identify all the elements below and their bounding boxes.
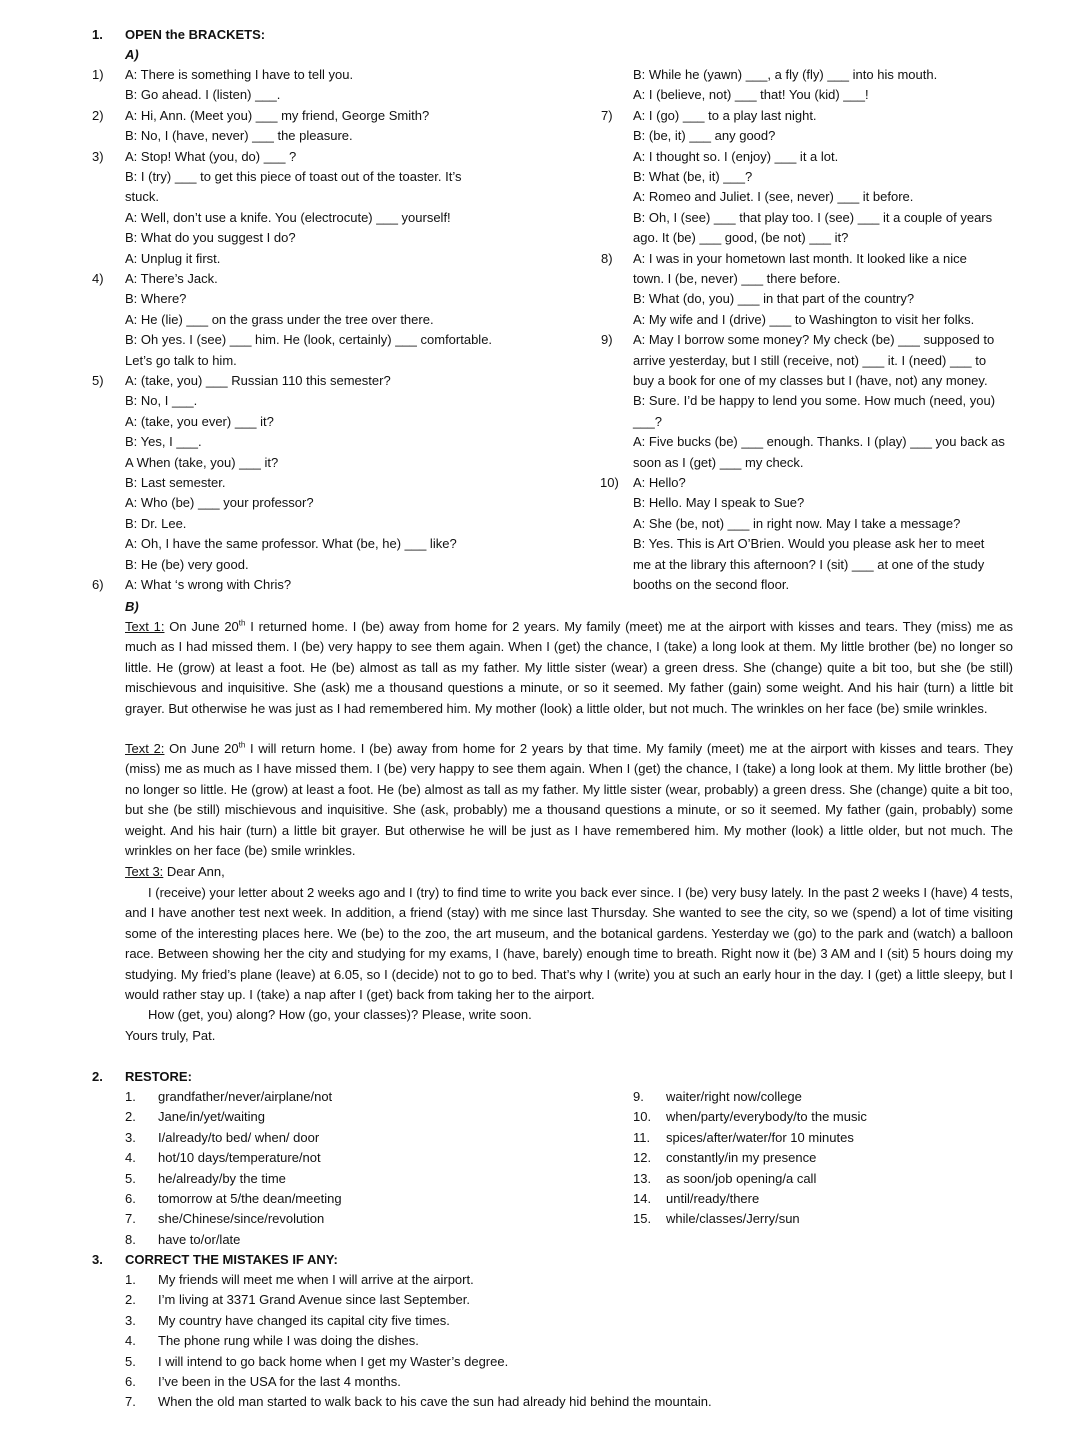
- restore-item-text: hot/10 days/temperature/not: [158, 1150, 321, 1166]
- text-2-body: I will return home. I (be) away from home for 2 years by that time. My family (meet) me at the airport with kisses and tears. They (miss) me as much as I have missed them. I (be) very happy to see them again. When I (get) the chance, I (take) a long look at them. My little brother (be) no longer so little. He (grow) at least a foot. He (be) almost as tall as my father. My little sister (wear, probably) a green dress. She (change) quite a bit too, but she (be still) mischievous and inquisitive. She (ask, probably) me a thousand questions a minute, or so it seemed. My father (gain, probably) some weight. And his hair (turn) a little bit grayer. But otherwise he will be just as I have remembered him. My mother (look) a little older, but not much. The wrinkles on her face (be) smile wrinkles.: [125, 741, 1013, 859]
- dialogue-line-text: A: He (lie) ___ on the grass under the tree over there.: [125, 311, 434, 327]
- section-2-title: RESTORE:: [125, 1069, 192, 1084]
- dialogue-line-number: 2): [92, 107, 104, 123]
- correction-item-number: 2.: [125, 1292, 136, 1308]
- correction-item-number: 7.: [125, 1394, 136, 1410]
- dialogue-line-text: B: Hello. May I speak to Sue?: [633, 495, 805, 511]
- dialogue-line-text: A: There’s Jack.: [125, 271, 218, 286]
- dialogue-line-text: A: Hi, Ann. (Meet you) ___ my friend, George Smith?: [125, 107, 430, 123]
- dialogue-line-number: 8): [601, 250, 613, 266]
- dialogue-line-text: B: Sure. I’d be happy to lend you some. How much (need, you): [633, 393, 996, 409]
- restore-item-number: 1.: [125, 1089, 136, 1104]
- correction-item-text: I’ve been in the USA for the last 4 months.: [158, 1374, 401, 1389]
- dialogue-line-text: B: I (try) ___ to get this piece of toast out of the toaster. It’s: [125, 169, 462, 184]
- dialogue-line-text: B: What do you suggest I do?: [125, 230, 296, 246]
- text-3-letter-body: I (receive) your letter about 2 weeks ago and I (try) to find time to write you back ever since. I (be) very busy lately. In the past 2 weeks I (have) 4 tests, and I have another test next week. In addition, a friend (stay) with me since last Thursday. She wanted to see the city, so we (spend) a lot of time visiting some of the interesting places here. We (be) to the zoo, the art museum, and the botanical gardens. Yesterday we (go) to the park and (watch) a balloon race. Between showing her the city and studying for my exams, I (have, barely) enough time to breath. Right now it (be) 3 AM and I (sit) 5 hours doing my studying. My fried’s plane (leave) at 6.05, so I (decide) not to go to bed. That’s why I (write) you at such an early hour in the day. I (get) a little sleepy, but I would rather stay up. I (take) a nap after I (get) back from taking her to the airport.: [125, 885, 1013, 1003]
- text-2-date-suffix: th: [238, 740, 246, 750]
- restore-item-number: 15.: [633, 1211, 652, 1227]
- dialogue-line-text: A: Well, don’t use a knife. You (electrocute) ___ yourself!: [125, 209, 451, 225]
- correction-item-text: I will intend to go back home when I get my Waster’s degree.: [158, 1353, 509, 1369]
- restore-item-number: 6.: [125, 1191, 136, 1206]
- dialogue-line-text: A: (take, you) ___ Russian 110 this semester?: [125, 373, 391, 388]
- restore-item-text: Jane/in/yet/waiting: [158, 1109, 265, 1125]
- dialogue-line-text: arrive yesterday, but I still (receive, not) ___ it. I (need) ___ to: [633, 352, 987, 368]
- dialogue-line-text: B: No, I (have, never) ___ the pleasure.: [125, 128, 353, 144]
- dialogue-line-text: Let’s go talk to him.: [125, 352, 237, 368]
- correction-item-number: 6.: [125, 1374, 136, 1389]
- dialogue-line-text: B: Last semester.: [125, 475, 226, 490]
- restore-item-number: 10.: [633, 1109, 652, 1125]
- restore-item-number: 7.: [125, 1211, 136, 1227]
- restore-item-text: she/Chinese/since/revolution: [158, 1211, 325, 1227]
- dialogue-line-text: A: I thought so. I (enjoy) ___ it a lot.: [633, 148, 839, 164]
- section-3-number: 3.: [92, 1252, 103, 1267]
- correction-item-text: My friends will meet me when I will arrive at the airport.: [158, 1272, 474, 1287]
- dialogue-line-text: B: Yes, I ___.: [125, 434, 202, 450]
- dialogue-line-number: 4): [92, 271, 104, 286]
- text-1-date: On June 20: [164, 619, 239, 634]
- restore-item-text: he/already/by the time: [158, 1170, 286, 1186]
- dialogue-line-text: B: What (do, you) ___ in that part of the country?: [633, 291, 915, 307]
- text-3-signature: Yours truly, Pat.: [125, 1028, 216, 1043]
- dialogue-line-text: A: I (believe, not) ___ that! You (kid) ___!: [633, 87, 869, 103]
- part-a-label: A): [125, 47, 139, 62]
- restore-item-number: 2.: [125, 1109, 136, 1125]
- dialogue-line-text: B: He (be) very good.: [125, 556, 249, 572]
- dialogue-line-text: buy a book for one of my classes but I (have, not) any money.: [633, 373, 988, 388]
- dialogue-line-text: booths on the second floor.: [633, 577, 790, 592]
- dialogue-line-text: B: Oh yes. I (see) ___ him. He (look, certainly) ___ comfortable.: [125, 332, 493, 348]
- restore-item-text: while/classes/Jerry/sun: [666, 1211, 800, 1227]
- restore-item-number: 12.: [633, 1150, 652, 1166]
- dialogue-line-text: A: (take, you ever) ___ it?: [125, 413, 274, 429]
- restore-item-number: 3.: [125, 1129, 136, 1145]
- correction-item-number: 3.: [125, 1312, 136, 1328]
- restore-item-text: when/party/everybody/to the music: [666, 1109, 867, 1125]
- dialogue-line-text: B: Oh, I (see) ___ that play too. I (see) ___ it a couple of years: [633, 209, 993, 225]
- text-1-date-suffix: th: [238, 618, 246, 628]
- dialogue-line-text: A: There is something I have to tell you.: [125, 67, 354, 82]
- dialogue-line-text: town. I (be, never) ___ there before.: [633, 271, 841, 286]
- dialogue-line-text: A: She (be, not) ___ in right now. May I take a message?: [633, 515, 961, 531]
- section-1-title: OPEN the BRACKETS:: [125, 27, 266, 42]
- dialogue-line-text: soon as I (get) ___ my check.: [633, 454, 804, 470]
- text-1-label: Text 1:: [125, 619, 165, 634]
- dialogue-line-text: A: Five bucks (be) ___ enough. Thanks. I (play) ___ you back as: [633, 434, 1005, 450]
- correction-item-number: 1.: [125, 1272, 136, 1287]
- part-b-label: B): [125, 599, 139, 614]
- dialogue-line-text: me at the library this afternoon? I (sit) ___ at one of the study: [633, 556, 985, 572]
- dialogue-line-text: A: Who (be) ___ your professor?: [125, 495, 314, 511]
- correction-item-number: 4.: [125, 1333, 136, 1349]
- correction-item-text: My country have changed its capital city five times.: [158, 1312, 450, 1328]
- restore-item-number: 9.: [633, 1089, 644, 1104]
- dialogue-line-number: 6): [92, 577, 104, 592]
- correction-item-text: When the old man started to walk back to his cave the sun had already hid behind the mountain.: [158, 1394, 712, 1410]
- dialogue-line-number: 5): [92, 373, 104, 388]
- dialogue-line-number: 10): [600, 475, 619, 490]
- text-2-label: Text 2:: [125, 741, 165, 756]
- dialogue-line-text: B: While he (yawn) ___, a fly (fly) ___ into his mouth.: [633, 67, 938, 82]
- dialogue-line-text: A: Hello?: [633, 475, 686, 490]
- dialogue-line-text: B: What (be, it) ___?: [633, 169, 753, 184]
- restore-item-number: 4.: [125, 1150, 136, 1166]
- section-2-number: 2.: [92, 1069, 103, 1084]
- dialogue-line-text: A: Romeo and Juliet. I (see, never) ___ it before.: [633, 189, 914, 205]
- section-3-title: CORRECT THE MISTAKES IF ANY:: [125, 1252, 338, 1267]
- text-3-greeting: Dear Ann,: [163, 864, 225, 879]
- restore-item-text: tomorrow at 5/the dean/meeting: [158, 1191, 342, 1206]
- dialogue-line-text: A: Unplug it first.: [125, 250, 221, 266]
- section-1-number: 1.: [92, 27, 103, 42]
- dialogue-line-text: stuck.: [125, 189, 159, 205]
- dialogue-line-text: ago. It (be) ___ good, (be not) ___ it?: [633, 230, 849, 246]
- restore-item-text: until/ready/there: [666, 1191, 760, 1206]
- text-2-paragraph: [125, 739, 1013, 861]
- restore-item-text: have to/or/late: [158, 1231, 241, 1247]
- dialogue-line-text: B: Yes. This is Art O’Brien. Would you please ask her to meet: [633, 536, 985, 552]
- dialogue-line-text: A: I was in your hometown last month. It looked like a nice: [633, 250, 967, 266]
- dialogue-line-text: B: Go ahead. I (listen) ___.: [125, 87, 281, 103]
- dialogue-line-text: B: Where?: [125, 291, 187, 307]
- dialogue-line-text: A: I (go) ___ to a play last night.: [633, 107, 817, 123]
- restore-item-number: 14.: [633, 1191, 652, 1206]
- dialogue-line-number: 7): [601, 107, 613, 123]
- dialogue-line-text: B: (be, it) ___ any good?: [633, 128, 776, 144]
- restore-item-text: grandfather/never/airplane/not: [158, 1089, 333, 1104]
- correction-item-text: I’m living at 3371 Grand Avenue since last September.: [158, 1292, 470, 1308]
- dialogue-line-number: 3): [92, 148, 104, 164]
- restore-item-number: 13.: [633, 1170, 652, 1186]
- text-2-date: On June 20: [164, 741, 239, 756]
- dialogue-line-text: A: May I borrow some money? My check (be) ___ supposed to: [633, 332, 995, 348]
- text-1-body: I returned home. I (be) away from home for 2 years. My family (meet) me at the airport with kisses and tears. They (miss) me as much as I had missed them. I (be) very happy to see them again. When I (get) the chance, I (take) a long look at them. My little brother (be) no longer so little. He (grow) at least a foot. He (be) almost as tall as my father. My little sister (wear) a green dress. She (change) quite a bit too, but she (be still) mischievous and inquisitive. She (ask) me a thousand questions a minute, or so it seemed. My father (gain) some weight. And his hair (turn) a little bit grayer. But otherwise he was just as I had remembered him. My mother (look) a little older, but not much. The wrinkles on her face (be) smile wrinkles.: [125, 619, 1014, 716]
- dialogue-line-number: 1): [92, 67, 104, 82]
- dialogue-line-text: A When (take, you) ___ it?: [125, 454, 279, 470]
- text-1-paragraph: [125, 617, 1013, 719]
- dialogue-line-text: A: Oh, I have the same professor. What (be, he) ___ like?: [125, 536, 457, 552]
- text-3-label: Text 3:: [125, 864, 164, 879]
- restore-item-text: spices/after/water/for 10 minutes: [666, 1129, 854, 1145]
- correction-item-number: 5.: [125, 1353, 136, 1369]
- dialogue-line-text: A: Stop! What (you, do) ___ ?: [125, 148, 297, 164]
- text-3-closing: How (get, you) along? How (go, your classes)? Please, write soon.: [148, 1007, 532, 1022]
- dialogue-line-text: B: Dr. Lee.: [125, 515, 187, 531]
- dialogue-line-number: 9): [601, 332, 613, 348]
- restore-item-text: constantly/in my presence: [666, 1150, 817, 1166]
- restore-item-number: 11.: [633, 1129, 651, 1145]
- dialogue-line-text: B: No, I ___.: [125, 393, 198, 409]
- correction-item-text: The phone rung while I was doing the dishes.: [158, 1333, 419, 1349]
- dialogue-line-text: A: My wife and I (drive) ___ to Washington to visit her folks.: [633, 311, 975, 327]
- restore-item-number: 5.: [125, 1170, 136, 1186]
- dialogue-line-text: A: What ‘s wrong with Chris?: [125, 577, 292, 592]
- restore-item-text: as soon/job opening/a call: [666, 1170, 817, 1186]
- text-3-header: [125, 862, 225, 882]
- restore-item-text: waiter/right now/college: [666, 1089, 802, 1104]
- dialogue-line-text: ___?: [633, 413, 662, 429]
- restore-item-text: I/already/to bed/ when/ door: [158, 1129, 320, 1145]
- restore-item-number: 8.: [125, 1231, 136, 1247]
